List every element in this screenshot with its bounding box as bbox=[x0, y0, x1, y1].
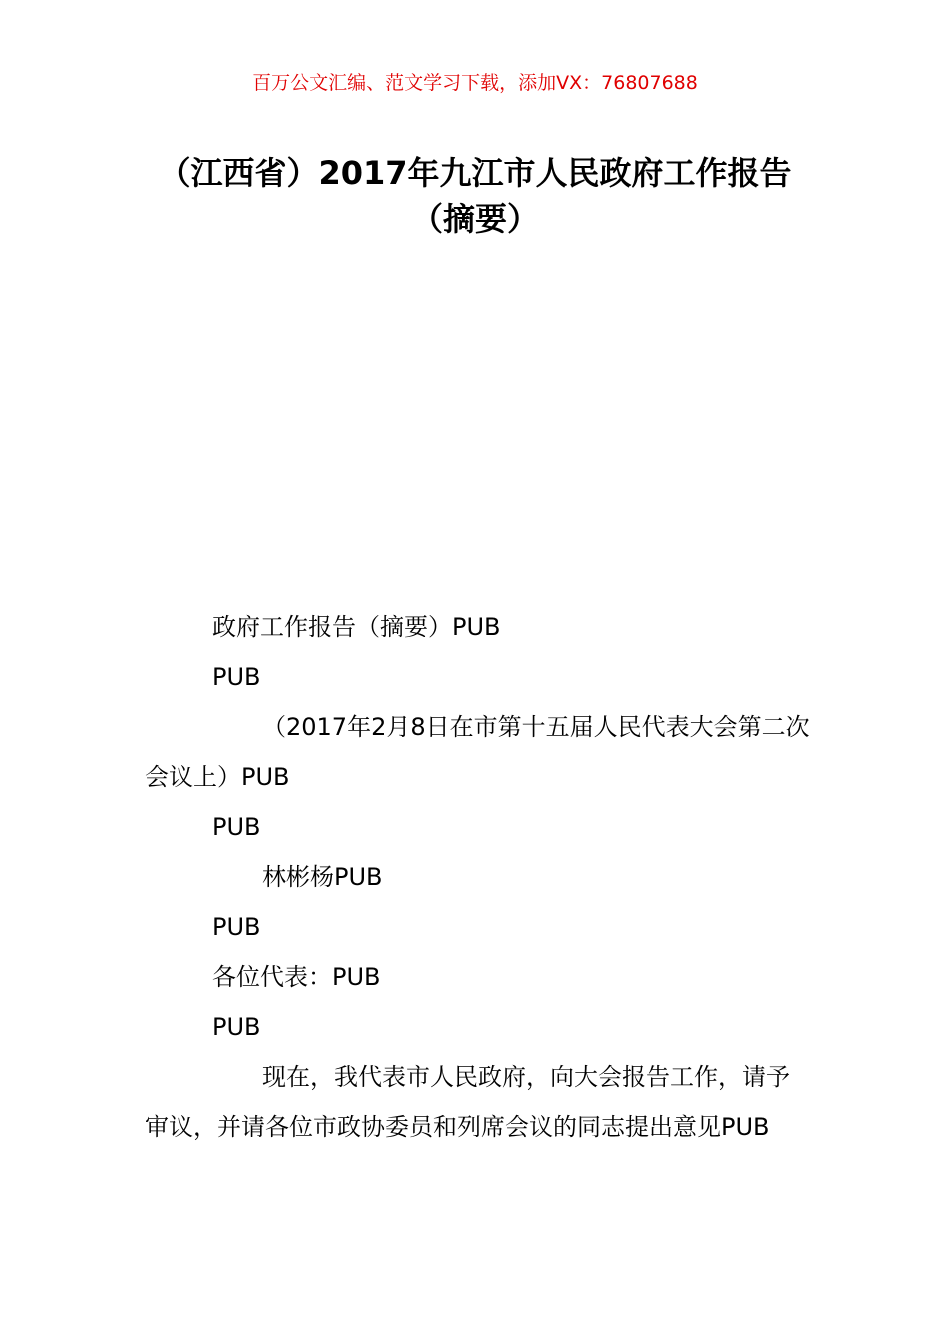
paragraph-meeting-date: （2017年2月8日在市第十五届人民代表大会第二次会议上）PUB bbox=[145, 713, 810, 791]
paragraph-marker: PUB bbox=[212, 813, 261, 841]
paragraph-marker: PUB bbox=[212, 663, 261, 691]
paragraph-marker: PUB bbox=[212, 913, 261, 941]
header-promo-text: 百万公文汇编、范文学习下载，添加VX：76807688 bbox=[252, 72, 698, 94]
paragraph-speaker: 林彬杨PUB bbox=[262, 863, 383, 891]
paragraph-report-name: 政府工作报告（摘要）PUB bbox=[212, 613, 501, 641]
paragraph-marker: PUB bbox=[212, 1013, 261, 1041]
document-body bbox=[145, 602, 810, 1152]
paragraph-salutation: 各位代表：PUB bbox=[212, 963, 381, 991]
document-title: （江西省）2017年九江市人民政府工作报告（摘要） bbox=[158, 154, 792, 238]
paragraph-opening: 现在，我代表市人民政府，向大会报告工作，请予审议，并请各位市政协委员和列席会议的同志提出意见PUB bbox=[145, 1063, 790, 1141]
